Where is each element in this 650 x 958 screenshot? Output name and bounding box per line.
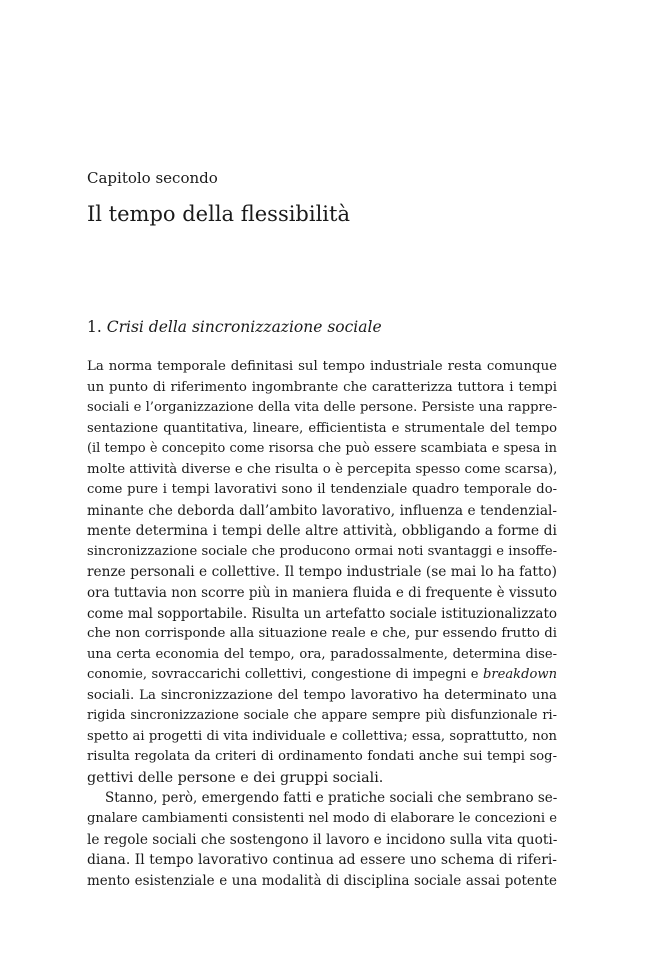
text-line: (il tempo è concepito come risorsa che può essere scambiata e spesa in — [87, 441, 557, 457]
text-line: spetto ai progetti di vita individuale e collettiva; essa, soprattutto, non — [87, 728, 557, 744]
text-line — [87, 665, 557, 686]
text-line: le regole sociali che sostengono il lavoro e incidono sulla vita quoti- — [87, 831, 558, 848]
text-line: come mal sopportabile. Risulta un artefatto sociale istituzionalizzato — [87, 605, 558, 622]
chapter-label: Capitolo secondo — [87, 169, 218, 187]
text-line: sincronizzazione sociale che producono ormai noti svantaggi e insoffe- — [87, 543, 557, 559]
text-line: ora tuttavia non scorre più in maniera fluida e di frequente è vissuto — [87, 585, 557, 602]
section-title: Crisi della sincronizzazione sociale — [106, 318, 382, 336]
text-line: sentazione quantitativa, lineare, efficientista e strumentale del tempo — [87, 420, 557, 436]
text-line: diana. Il tempo lavorativo continua ad essere uno schema di riferi- — [87, 852, 557, 869]
text-line: La norma temporale definitasi sul tempo industriale resta comunque — [87, 359, 557, 374]
text-line: gnalare cambiamenti consistenti nel modo di elaborare le concezioni e — [87, 811, 557, 827]
text-line: sociali. La sincronizzazione del tempo lavorativo ha determinato una — [87, 687, 557, 703]
text-line: una certa economia del tempo, ora, paradossalmente, determina dise- — [87, 646, 557, 662]
section-heading — [87, 316, 382, 338]
text-line: mento esistenziale e una modalità di disciplina sociale assai potente — [87, 872, 557, 889]
chapter-title: Il tempo della flessibilità — [87, 202, 350, 226]
text-line: minante che deborda dall’ambito lavorativo, influenza e tendenzial- — [87, 502, 557, 519]
text-line: sociali e l’organizzazione della vita delle persone. Persiste una rappre- — [87, 400, 557, 416]
text-line: molte attività diverse e che risulta o è percepita spesso come scarsa), — [87, 461, 558, 477]
text-line: un punto di riferimento ingombrante che caratterizza tuttora i tempi — [87, 379, 557, 395]
text-line: risulta regolata da criteri di ordinamento fondati anche sui tempi sog- — [87, 749, 557, 765]
text-line: mente determina i tempi delle altre attività, obbligando a forme di — [87, 523, 557, 540]
text-line: rigida sincronizzazione sociale che appare sempre più disfunzionale ri- — [87, 708, 557, 724]
italic-term: breakdown — [482, 667, 558, 683]
body-text — [87, 357, 557, 891]
text-line: gettivi delle persone e dei gruppi sociali. — [87, 769, 384, 786]
text-line-part: conomie, sovraccarichi collettivi, congestione di impegni e — [87, 667, 479, 683]
text-line: come pure i tempi lavorativi sono il tendenziale quadro temporale do- — [87, 482, 557, 498]
text-line: renze personali e collettive. Il tempo industriale (se mai lo ha fatto) — [87, 564, 557, 581]
text-line: Stanno, però, emergendo fatti e pratiche sociali che sembrano se- — [105, 790, 558, 807]
text-line: che non corrisponde alla situazione reale e che, pur essendo frutto di — [87, 626, 557, 642]
section-number: 1. — [87, 318, 102, 336]
